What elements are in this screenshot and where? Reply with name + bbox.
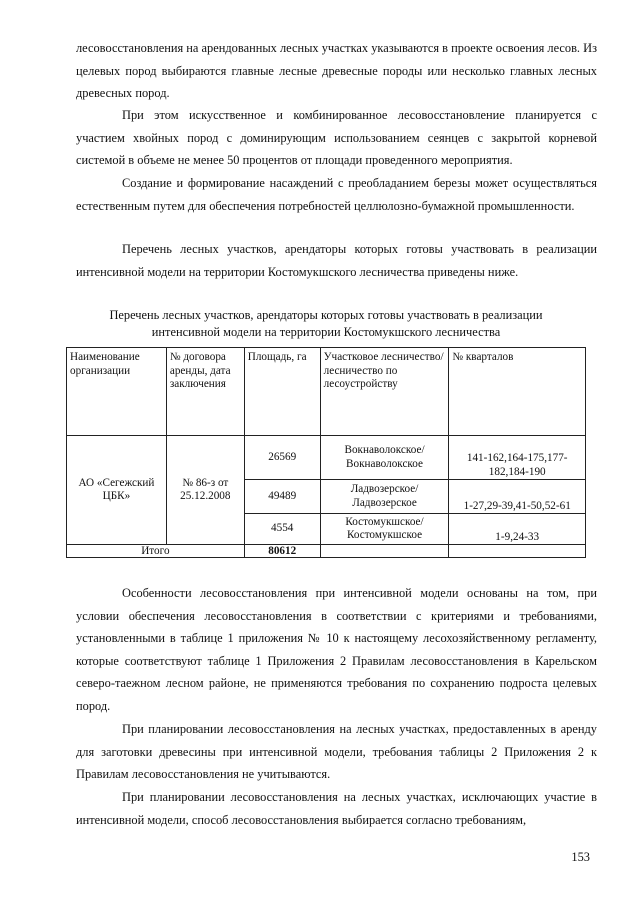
- cell-empty: [320, 545, 449, 558]
- paragraph-5: Особенности лесовосстановления при интенсивной модели основаны на том, при условии обеспечения лесовосстановления в соответствии с критериями и требованиями, установленными в таблице 1 приложения № 10 к настоящему лесохозяйственному регламенту, которые соответствуют таблице 1 Приложения 2 Правилам лесовосстановления в Карельском северо-таежном лесном районе, не применяются требования по сохранению подроста целевых пород.: [76, 586, 597, 713]
- table-caption: [66, 307, 586, 341]
- cell-forestry: Костомукшское/ Костомукшское: [320, 514, 449, 545]
- table-caption-line-1: Перечень лесных участков, арендаторы которых готовы участвовать в реализации: [109, 308, 543, 322]
- table-total-row: [67, 545, 586, 558]
- cell-total-area: 80612: [244, 545, 320, 558]
- cell-area: 4554: [244, 514, 320, 545]
- cell-area: 26569: [244, 436, 320, 480]
- cell-blocks: 1-9,24-33: [449, 514, 586, 545]
- paragraph-3: Создание и формирование насаждений с преобладанием березы может осуществляться естественным путем для обеспечения потребностей целлюлозно-бумажной промышленности.: [76, 176, 597, 213]
- page-number: 153: [571, 850, 590, 864]
- header-contract: № договора аренды, дата заключения: [166, 348, 244, 436]
- header-org: Наименование организации: [67, 348, 167, 436]
- cell-blocks: 1-27,29-39,41-50,52-61: [449, 480, 586, 514]
- cell-blocks: 141-162,164-175,177-182,184-190: [449, 436, 586, 480]
- paragraph-1: лесовосстановления на арендованных лесных участках указываются в проекте освоения лесов. Из целевых пород выбираются главные лесные древесные породы или несколько главных лесных древесных пород.: [76, 41, 597, 100]
- table-row: [67, 436, 586, 480]
- cell-empty: [449, 545, 586, 558]
- paragraph-6: При планировании лесовосстановления на лесных участках, предоставленных в аренду для заготовки древесины при интенсивной модели, требования таблицы 2 Приложения 2 к Правилам лесовосстановления не учитываются.: [76, 722, 597, 781]
- paragraph-2: При этом искусственное и комбинированное лесовосстановление планируется с участием хвойных пород с доминирующим использованием сеянцев с закрытой корневой системой в объеме не менее 50 процентов от площади проведенного мероприятия.: [76, 108, 597, 167]
- cell-contract: № 86-з от 25.12.2008: [166, 436, 244, 545]
- header-blocks: № кварталов: [449, 348, 586, 436]
- cell-forestry: Вокнаволокское/ Вокнаволокское: [320, 436, 449, 480]
- cell-area: 49489: [244, 480, 320, 514]
- table-caption-line-2: интенсивной модели на территории Костомукшского лесничества: [151, 325, 501, 339]
- paragraph-4: Перечень лесных участков, арендаторы которых готовы участвовать в реализации интенсивной модели на территории Костомукшского лесничества приведены ниже.: [76, 242, 597, 279]
- cell-total-label: Итого: [67, 545, 245, 558]
- table-header-row: [67, 348, 586, 436]
- forest-plots-table: [66, 347, 586, 558]
- cell-organization: АО «Сегежский ЦБК»: [67, 436, 167, 545]
- header-forestry: Участковое лесничество/ лесничество по лесоустройству: [320, 348, 449, 436]
- header-area: Площадь, га: [244, 348, 320, 436]
- cell-forestry: Ладвозерское/ Ладвозерское: [320, 480, 449, 514]
- paragraph-7: При планировании лесовосстановления на лесных участках, исключающих участие в интенсивной модели, способ лесовосстановления выбирается согласно требованиям,: [76, 790, 597, 827]
